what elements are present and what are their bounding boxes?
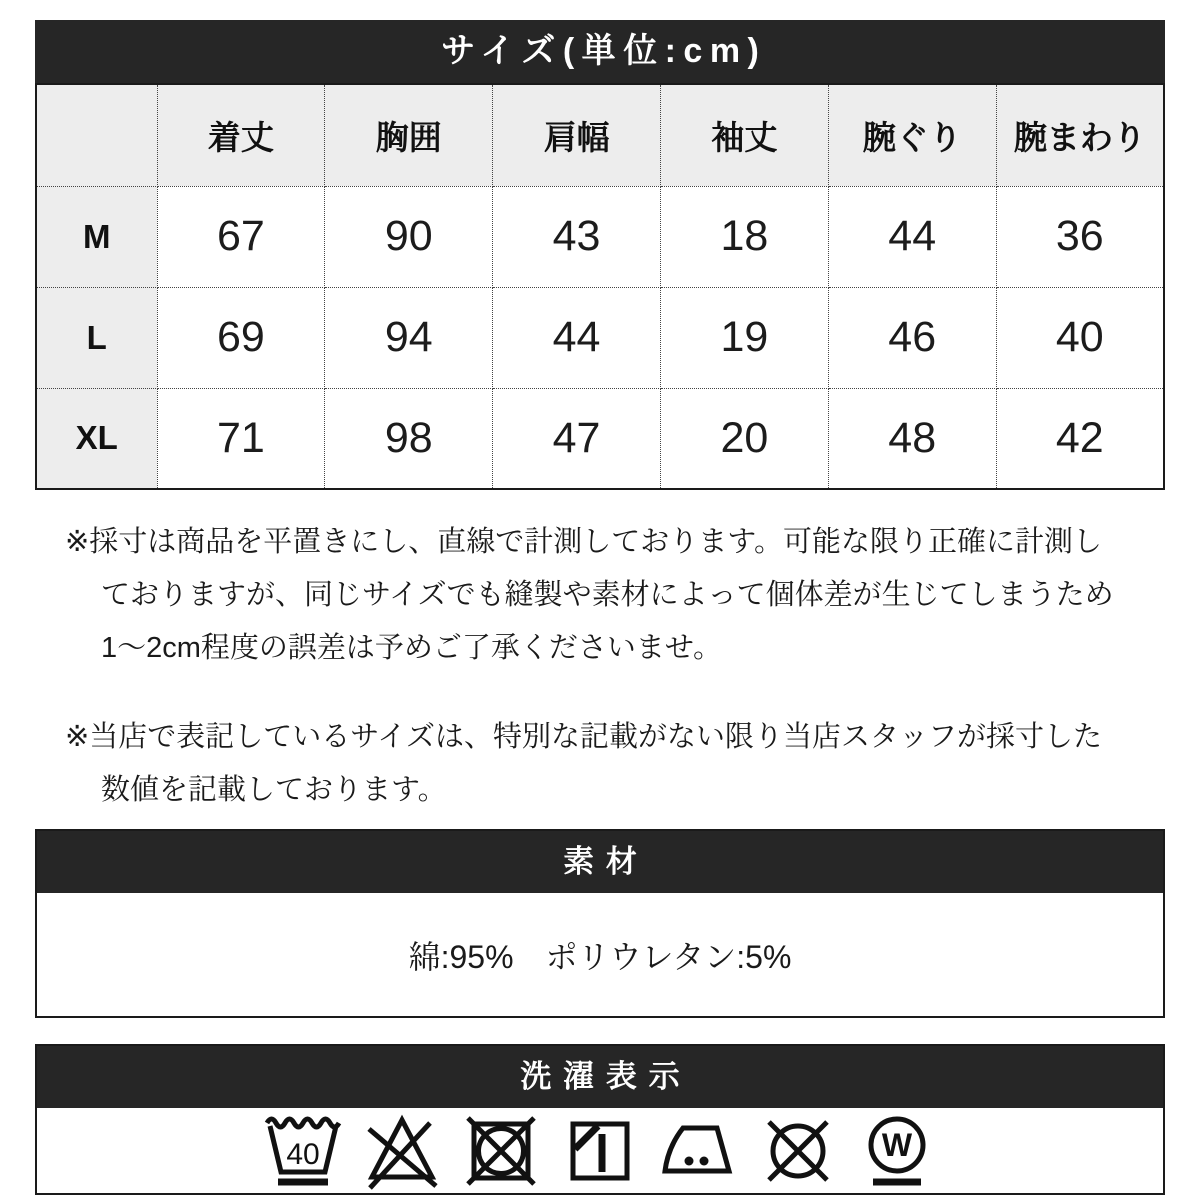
measurement-cell: 40 bbox=[996, 287, 1164, 388]
svg-text:40: 40 bbox=[286, 1137, 320, 1171]
measurement-cell: 47 bbox=[493, 388, 661, 489]
table-row-m bbox=[36, 186, 1164, 287]
line-dry-in-shade-icon bbox=[560, 1111, 640, 1191]
measurement-cell: 43 bbox=[493, 186, 661, 287]
column-header: 胸囲 bbox=[325, 84, 493, 186]
note-line: 数値を記載しております。 bbox=[101, 774, 447, 806]
material-composition: 綿:95% ポリウレタン:5% bbox=[408, 938, 792, 975]
laundry-icons-row bbox=[37, 1108, 1163, 1193]
table-row-l bbox=[36, 287, 1164, 388]
size-section-title: サイズ(単位:cm) bbox=[441, 32, 767, 70]
size-section bbox=[35, 20, 1165, 490]
table-corner-cell bbox=[36, 84, 157, 186]
measurement-note bbox=[65, 516, 1165, 675]
size-table bbox=[35, 83, 1165, 490]
laundry-section bbox=[35, 1044, 1165, 1195]
measurement-cell: 98 bbox=[325, 388, 493, 489]
column-header: 袖丈 bbox=[660, 84, 828, 186]
do-not-dry-clean-icon bbox=[758, 1111, 838, 1191]
note-line: ※採寸は商品を平置きにし、直線で計測しております。可能な限り正確に計測し bbox=[65, 526, 1102, 558]
staff-measured-note bbox=[65, 711, 1165, 817]
note-line: ※当店で表記しているサイズは、特別な記載がない限り当店スタッフが採寸した bbox=[65, 721, 1102, 753]
material-section-header bbox=[37, 831, 1163, 893]
size-table-header-row bbox=[36, 84, 1164, 186]
size-label: XL bbox=[36, 388, 157, 489]
notes bbox=[65, 516, 1165, 817]
wash-40-icon bbox=[263, 1111, 343, 1191]
measurement-cell: 18 bbox=[660, 186, 828, 287]
do-not-bleach-icon bbox=[362, 1111, 442, 1191]
size-label: L bbox=[36, 287, 157, 388]
measurement-cell: 69 bbox=[157, 287, 325, 388]
wet-clean-gentle-icon bbox=[857, 1111, 937, 1191]
measurement-cell: 36 bbox=[996, 186, 1164, 287]
svg-text:W: W bbox=[881, 1126, 913, 1163]
measurement-cell: 94 bbox=[325, 287, 493, 388]
measurement-cell: 90 bbox=[325, 186, 493, 287]
laundry-section-header bbox=[37, 1046, 1163, 1108]
note-line: 1〜2cm程度の誤差は予めご了承くださいませ。 bbox=[101, 632, 723, 664]
size-section-header bbox=[35, 20, 1165, 83]
column-header: 肩幅 bbox=[493, 84, 661, 186]
measurement-cell: 71 bbox=[157, 388, 325, 489]
size-label: M bbox=[36, 186, 157, 287]
measurement-cell: 19 bbox=[660, 287, 828, 388]
measurement-cell: 44 bbox=[493, 287, 661, 388]
measurement-cell: 46 bbox=[828, 287, 996, 388]
column-header: 腕ぐり bbox=[828, 84, 996, 186]
material-section bbox=[35, 829, 1165, 1018]
material-section-title: 素材 bbox=[563, 844, 649, 879]
material-body bbox=[37, 893, 1163, 1016]
measurement-cell: 67 bbox=[157, 186, 325, 287]
do-not-tumble-dry-icon bbox=[461, 1111, 541, 1191]
table-row-xl bbox=[36, 388, 1164, 489]
measurement-cell: 20 bbox=[660, 388, 828, 489]
measurement-cell: 48 bbox=[828, 388, 996, 489]
column-header: 腕まわり bbox=[996, 84, 1164, 186]
note-line: ておりますが、同じサイズでも縫製や素材によって個体差が生じてしまうため bbox=[101, 579, 1114, 611]
column-header: 着丈 bbox=[157, 84, 325, 186]
laundry-section-title: 洗濯表示 bbox=[520, 1059, 692, 1094]
iron-medium-icon bbox=[659, 1111, 739, 1191]
measurement-cell: 42 bbox=[996, 388, 1164, 489]
measurement-cell: 44 bbox=[828, 186, 996, 287]
